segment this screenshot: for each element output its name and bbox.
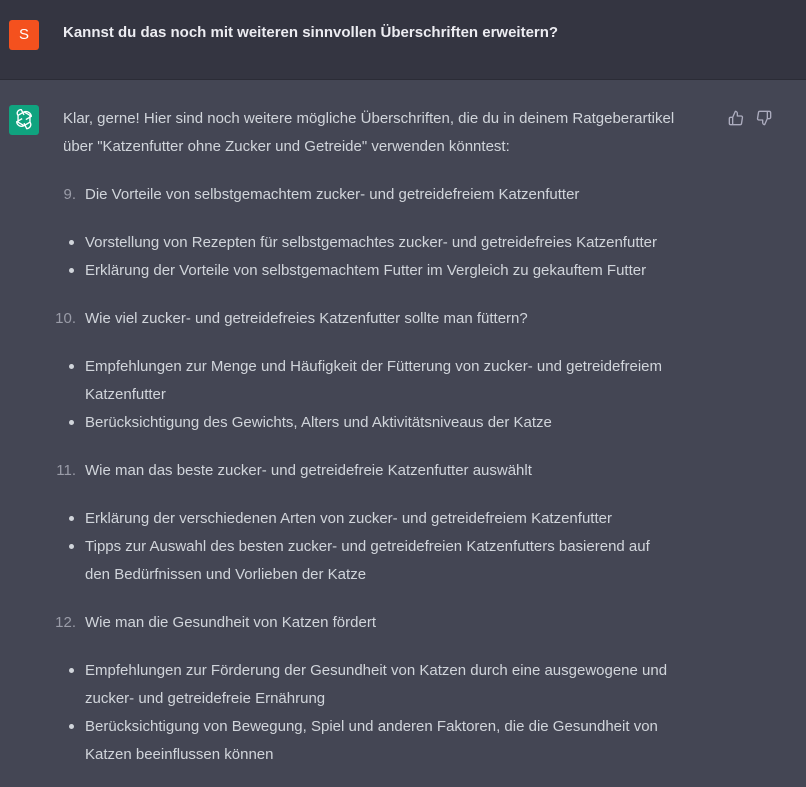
thumbs-up-icon[interactable]: [727, 109, 745, 127]
user-message-row: [0, 0, 806, 80]
bullet-text-line: Empfehlungen zur Förderung der Gesundheit von Katzen durch eine ausgewogene und: [85, 661, 668, 679]
bullet-text-line: Erklärung der verschiedenen Arten von zucker- und getreidefreiem Katzenfutter: [85, 509, 612, 527]
user-message-text: Kannst du das noch mit weiteren sinnvollen Überschriften erweitern?: [63, 24, 559, 41]
bullet-text-line: Empfehlungen zur Menge und Häufigkeit der Fütterung von zucker- und getreidefreiem: [85, 357, 662, 375]
list-item-heading: Wie man die Gesundheit von Katzen fördert: [85, 614, 376, 631]
bullet-dot: [69, 364, 74, 369]
thumbs-down-icon[interactable]: [755, 109, 773, 127]
bullet-dot: [69, 668, 74, 673]
list-item-number: 9.: [63, 186, 76, 203]
bullet-text-line: Erklärung der Vorteile von selbstgemachtem Futter im Vergleich zu gekauftem Futter: [85, 261, 647, 279]
bullet-text-line: den Bedürfnissen und Vorlieben der Katze: [85, 565, 367, 583]
intro-line-1: Klar, gerne! Hier sind noch weitere mögliche Überschriften, die du in deinem Ratgeberartikel: [63, 110, 675, 127]
bullet-dot: [69, 240, 74, 245]
bullet-text-line: Vorstellung von Rezepten für selbstgemachtes zucker- und getreidefreies Katzenfutter: [85, 233, 657, 251]
user-avatar: S: [9, 20, 39, 50]
intro-line-2: über "Katzenfutter ohne Zucker und Getreide" verwenden könntest:: [63, 138, 510, 155]
list-item-heading: Wie man das beste zucker- und getreidefreie Katzenfutter auswählt: [85, 462, 532, 479]
bullet-text-line: Berücksichtigung des Gewichts, Alters und Aktivitätsniveaus der Katze: [85, 413, 552, 431]
bullet-text-line: zucker- und getreidefreie Ernährung: [85, 689, 326, 707]
list-item-heading: Die Vorteile von selbstgemachtem zucker- und getreidefreiem Katzenfutter: [85, 186, 580, 203]
list-item-number: 12.: [55, 614, 76, 631]
openai-logo-icon: [9, 105, 39, 135]
list-item-heading: Wie viel zucker- und getreidefreies Katzenfutter sollte man füttern?: [85, 310, 528, 327]
bullet-text-line: Katzenfutter: [85, 385, 166, 403]
assistant-message-row: [0, 80, 806, 787]
bullet-dot: [69, 516, 74, 521]
list-item-number: 11.: [56, 462, 76, 479]
bullet-text-line: Tipps zur Auswahl des besten zucker- und getreidefreien Katzenfutters basierend auf: [85, 537, 650, 555]
bullet-dot: [69, 420, 74, 425]
bullet-text-line: Berücksichtigung von Bewegung, Spiel und anderen Faktoren, die die Gesundheit von: [85, 717, 658, 735]
bullet-dot: [69, 268, 74, 273]
bullet-dot: [69, 544, 74, 549]
list-item-number: 10.: [55, 310, 76, 327]
bullet-text-line: Katzen beeinflussen können: [85, 745, 274, 763]
bullet-dot: [69, 724, 74, 729]
